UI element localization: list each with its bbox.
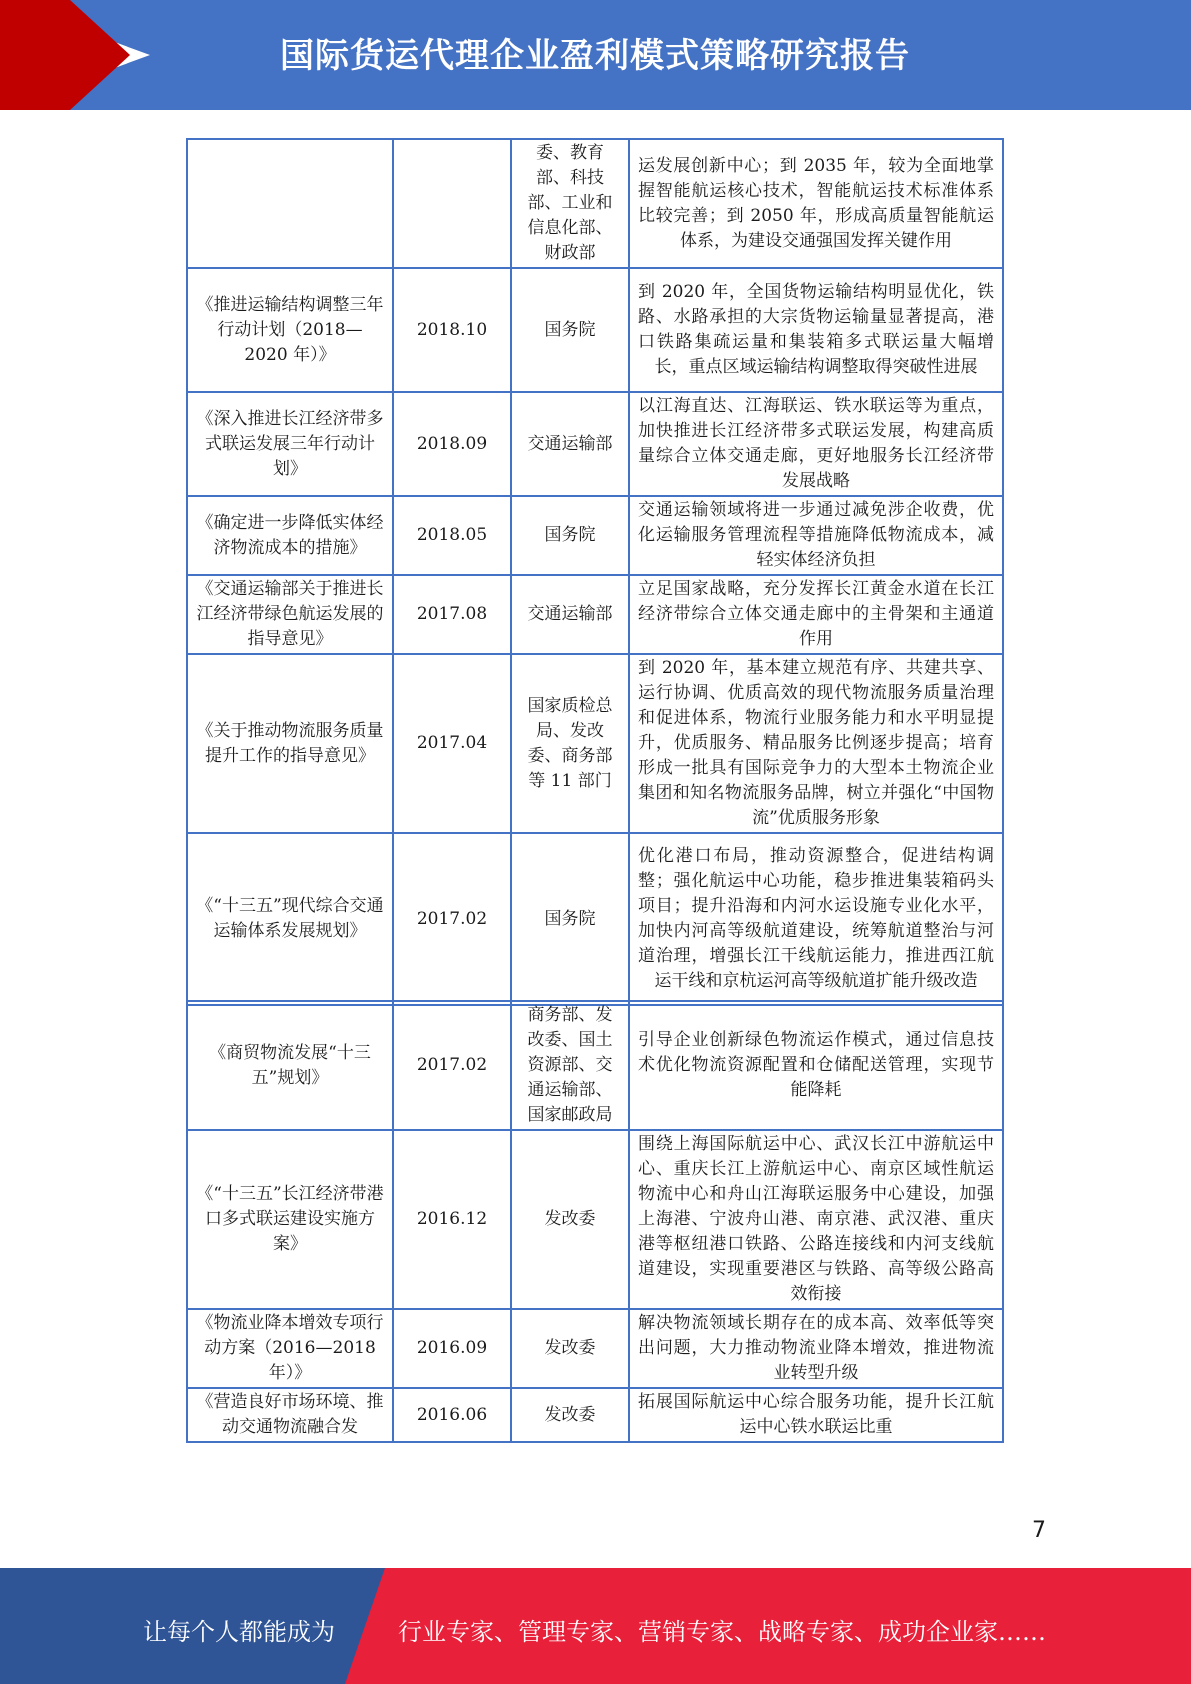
table-row [187,654,1003,833]
policy-dept: 国务院 [511,833,629,1005]
policy-name: 《确定进一步降低实体经济物流成本的措施》 [187,496,393,575]
policy-name: 《“十三五”长江经济带港口多式联运建设实施方案》 [187,1130,393,1309]
footer-banner [0,1568,1191,1684]
policy-name: 《关于推动物流服务质量提升工作的指导意见》 [187,654,393,833]
policy-name: 《交通运输部关于推进长江经济带绿色航运发展的指导意见》 [187,575,393,654]
policy-date: 2017.02 [393,1001,511,1130]
policy-dept: 国家质检总局、发改委、商务部等 11 部门 [511,654,629,833]
policy-dept: 商务部、发改委、国土资源部、交通运输部、国家邮政局 [511,1001,629,1130]
policy-content: 优化港口布局，推动资源整合，促进结构调整；强化航运中心功能，稳步推进集装箱码头项目；提升沿海和内河水运设施专业化水平，加快内河高等级航道建设，统筹航道整治与河道治理，增强长江干线航运能力，推进西江航运干线和京杭运河高等级航道扩能升级改造 [629,833,1003,1005]
policy-content: 围绕上海国际航运中心、武汉长江中游航运中心、重庆长江上游航运中心、南京区域性航运物流中心和舟山江海联运服务中心建设，加强上海港、宁波舟山港、南京港、武汉港、重庆港等枢纽港口铁路、公路连接线和内河支线航道建设，实现重要港区与铁路、高等级公路高效衔接 [629,1130,1003,1309]
table-row [187,496,1003,575]
policy-name: 《商贸物流发展“十三五”规划》 [187,1001,393,1130]
policy-table-2 [186,1000,1004,1443]
policy-date: 2017.04 [393,654,511,833]
policy-table-1 [186,138,1004,1006]
policy-content: 拓展国际航运中心综合服务功能，提升长江航运中心铁水联运比重 [629,1388,1003,1442]
policy-dept: 委、教育部、科技部、工业和信息化部、财政部 [511,139,629,268]
policy-dept: 发改委 [511,1309,629,1388]
policy-date: 2018.05 [393,496,511,575]
policy-content: 引导企业创新绿色物流运作模式，通过信息技术优化物流资源配置和仓储配送管理，实现节能降耗 [629,1001,1003,1130]
policy-content: 立足国家战略，充分发挥长江黄金水道在长江经济带综合立体交通走廊中的主骨架和主通道作用 [629,575,1003,654]
header-banner [0,0,1191,110]
policy-date: 2017.08 [393,575,511,654]
table-row [187,575,1003,654]
policy-name: 《“十三五”现代综合交通运输体系发展规划》 [187,833,393,1005]
table-row [187,139,1003,268]
policy-name: 《营造良好市场环境、推动交通物流融合发 [187,1388,393,1442]
policy-date: 2016.12 [393,1130,511,1309]
footer-slogan-left: 让每个人都能成为 [143,1618,335,1646]
policy-dept: 国务院 [511,268,629,392]
policy-dept: 交通运输部 [511,575,629,654]
policy-content: 到 2020 年，基本建立规范有序、共建共享、运行协调、优质高效的现代物流服务质量治理和促进体系，物流行业服务能力和水平明显提升，优质服务、精品服务比例逐步提高；培育形成一批具有国际竞争力的大型本土物流企业集团和知名物流服务品牌，树立并强化“中国物流”优质服务形象 [629,654,1003,833]
footer-slogan-right: 行业专家、管理专家、营销专家、战略专家、成功企业家…… [398,1618,1046,1646]
policy-name [187,139,393,268]
policy-dept: 国务院 [511,496,629,575]
policy-dept: 交通运输部 [511,392,629,496]
table-row [187,1309,1003,1388]
policy-date: 2018.09 [393,392,511,496]
table-row [187,392,1003,496]
policy-content: 交通运输领域将进一步通过减免涉企收费，优化运输服务管理流程等措施降低物流成本，减轻实体经济负担 [629,496,1003,575]
policy-dept: 发改委 [511,1130,629,1309]
policy-content: 到 2020 年，全国货物运输结构明显优化，铁路、水路承担的大宗货物运输量显著提高，港口铁路集疏运量和集装箱多式联运量大幅增长，重点区域运输结构调整取得突破性进展 [629,268,1003,392]
page-number: 7 [1032,1518,1046,1543]
table-row [187,1001,1003,1130]
policy-name: 《物流业降本增效专项行动方案（2016—2018 年）》 [187,1309,393,1388]
policy-content: 运发展创新中心；到 2035 年，较为全面地掌握智能航运核心技术，智能航运技术标准体系比较完善；到 2050 年，形成高质量智能航运体系，为建设交通强国发挥关键作用 [629,139,1003,268]
policy-content: 解决物流领域长期存在的成本高、效率低等突出问题，大力推动物流业降本增效，推进物流业转型升级 [629,1309,1003,1388]
policy-date: 2016.09 [393,1309,511,1388]
policy-dept: 发改委 [511,1388,629,1442]
policy-name: 《推进运输结构调整三年行动计划（2018—2020 年）》 [187,268,393,392]
policy-date: 2018.10 [393,268,511,392]
report-title: 国际货运代理企业盈利模式策略研究报告 [280,36,910,76]
policy-date: 2017.02 [393,833,511,1005]
table-row [187,1388,1003,1442]
policy-date: 2016.06 [393,1388,511,1442]
table-row [187,833,1003,1005]
policy-name: 《深入推进长江经济带多式联运发展三年行动计划》 [187,392,393,496]
policy-date [393,139,511,268]
table-row [187,1130,1003,1309]
table-row [187,268,1003,392]
policy-content: 以江海直达、江海联运、铁水联运等为重点，加快推进长江经济带多式联运发展，构建高质量综合立体交通走廊，更好地服务长江经济带发展战略 [629,392,1003,496]
